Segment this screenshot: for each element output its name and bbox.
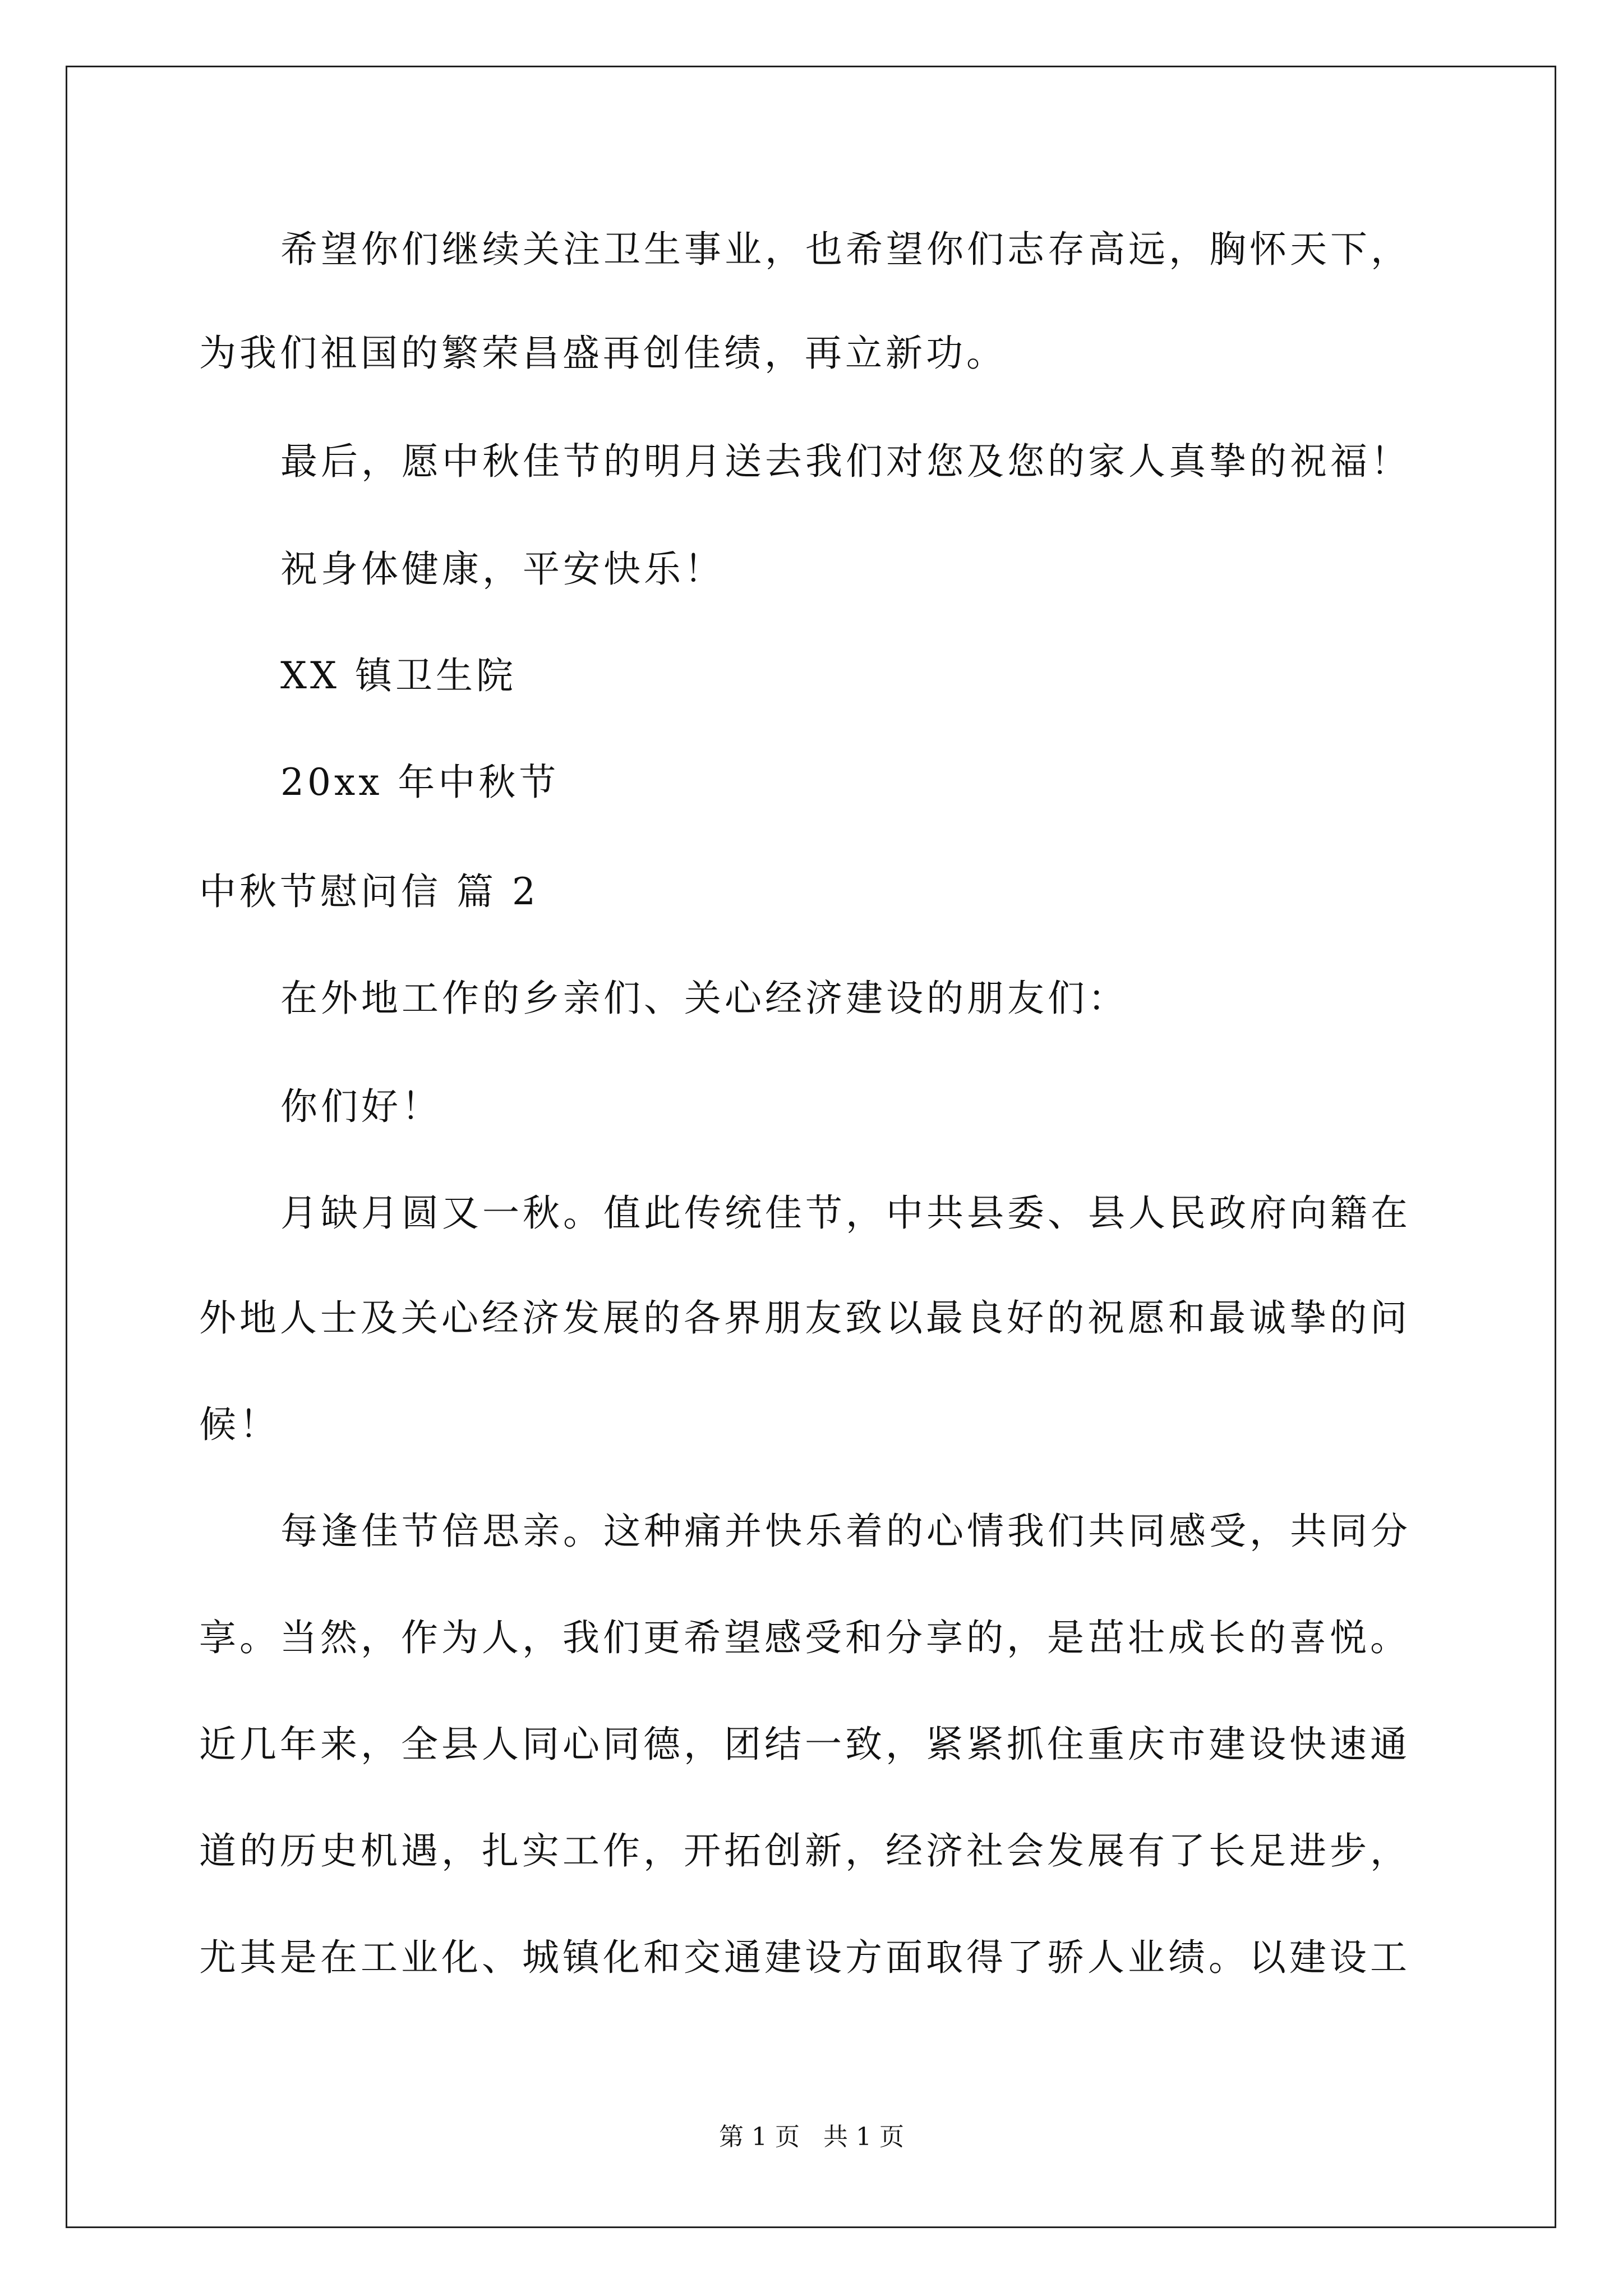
page-footer [0, 2120, 1623, 2154]
paragraph-line: 候！ [199, 1403, 280, 1446]
section-heading: 中秋节慰问信 篇 2 [199, 870, 539, 913]
paragraph-line: 尤其是在工业化、城镇化和交通建设方面取得了骄人业绩。以建设工 [199, 1936, 1410, 1979]
page-total: 共 1 页 [823, 2123, 904, 2151]
paragraph-line: 每逢佳节倍思亲。这种痛并快乐着的心情我们共同感受，共同分 [280, 1510, 1411, 1553]
paragraph-line: 祝身体健康，平安快乐！ [280, 547, 725, 591]
paragraph-line: 最后，愿中秋佳节的明月送去我们对您及您的家人真挚的祝福！ [280, 440, 1411, 483]
paragraph-line: 享。当然，作为人，我们更希望感受和分享的，是茁壮成长的喜悦。 [199, 1616, 1410, 1659]
paragraph-line: 近几年来，全县人同心同德，团结一致，紧紧抓住重庆市建设快速通 [199, 1723, 1410, 1766]
salutation: 在外地工作的乡亲们、关心经济建设的朋友们： [280, 977, 1128, 1020]
paragraph-line: 外地人士及关心经济发展的各界朋友致以最良好的祝愿和最诚挚的问 [199, 1296, 1410, 1340]
paragraph-line: 希望你们继续关注卫生事业，也希望你们志存高远，胸怀天下， [280, 228, 1411, 271]
paragraph-line: 道的历史机遇，扎实工作，开拓创新，经济社会发展有了长足进步， [199, 1829, 1410, 1872]
paragraph-line: 月缺月圆又一秋。值此传统佳节，中共县委、县人民政府向籍在 [280, 1191, 1411, 1235]
signature-date: 20xx 年中秋节 [280, 761, 560, 804]
page-border [66, 66, 1556, 2228]
paragraph-line: 为我们祖国的繁荣昌盛再创佳绩，再立新功。 [199, 332, 1007, 375]
signature-org: XX 镇卫生院 [280, 654, 517, 697]
greeting: 你们好！ [280, 1085, 442, 1128]
page-number: 第 1 页 [719, 2123, 800, 2151]
